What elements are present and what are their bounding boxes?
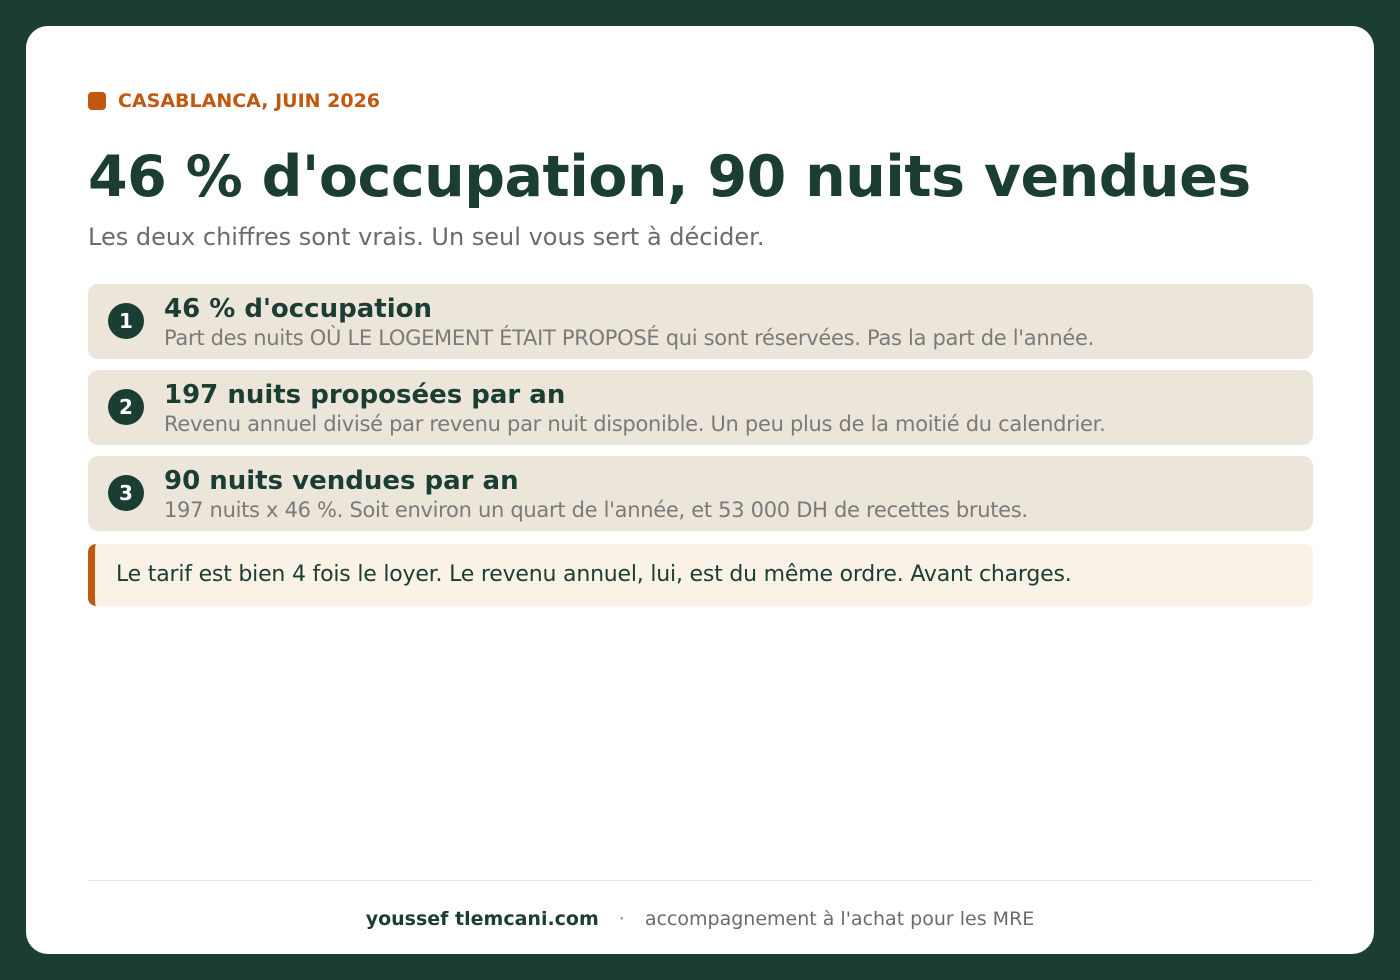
list-item-2 — [88, 370, 1313, 445]
note-text: Le tarif est bien 4 fois le loyer. Le revenu annuel, lui, est du même ordre. Avant charges. — [116, 562, 1072, 587]
card — [26, 26, 1374, 954]
accent-square-icon — [88, 92, 106, 110]
footer — [26, 908, 1374, 930]
number-badge: 3 — [108, 475, 144, 511]
item-description: Part des nuits OÙ LE LOGEMENT ÉTAIT PROPOSÉ qui sont réservées. Pas la part de l'année. — [164, 326, 1094, 350]
callout-note — [88, 544, 1313, 606]
page-title: 46 % d'occupation, 90 nuits vendues — [88, 144, 1251, 210]
footer-divider — [88, 880, 1313, 881]
eyebrow-label: CASABLANCA, JUIN 2026 — [118, 90, 381, 112]
number-badge: 1 — [108, 303, 144, 339]
footer-tagline: accompagnement à l'achat pour les MRE — [644, 908, 1035, 930]
item-title: 90 nuits vendues par an — [164, 466, 519, 496]
list-item-1 — [88, 284, 1313, 359]
number-badge: 2 — [108, 389, 144, 425]
page-subtitle: Les deux chiffres sont vrais. Un seul vous sert à décider. — [88, 223, 765, 251]
item-description: Revenu annuel divisé par revenu par nuit disponible. Un peu plus de la moitié du calendrier. — [164, 412, 1106, 436]
item-title: 197 nuits proposées par an — [164, 380, 566, 410]
item-description: 197 nuits x 46 %. Soit environ un quart de l'année, et 53 000 DH de recettes brutes. — [164, 498, 1028, 522]
footer-separator: · — [618, 908, 625, 930]
eyebrow — [88, 90, 380, 112]
footer-site-link[interactable]: youssef tlemcani.com — [365, 908, 599, 930]
list-item-3 — [88, 456, 1313, 531]
item-title: 46 % d'occupation — [164, 294, 432, 324]
